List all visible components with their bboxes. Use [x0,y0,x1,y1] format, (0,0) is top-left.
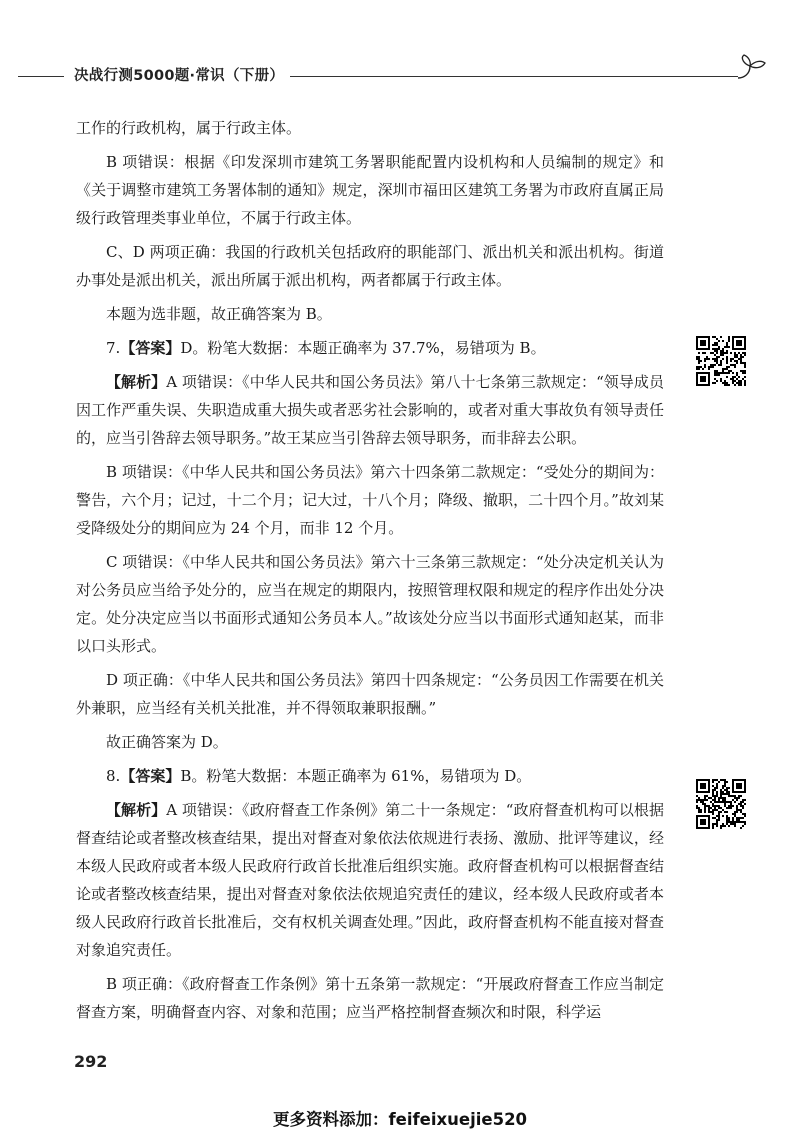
paragraph-text: C 项错误：《中华人民共和国公务员法》第六十三条第三款规定：“处分决定机关认为对公务员应当给予处分的，应当在规定的期限内，按照管理权限和规定的程序作出处分决定。处分决定应当以书面形式通知公务员本人。”故该处分应当以书面形式通知赵某，而非以口头形式。 [76,553,664,655]
paragraph [76,796,664,964]
footer-contact: 更多资料添加：feifeixuejie520 [272,1110,528,1129]
paragraph [76,970,664,1026]
paragraph [76,334,664,362]
paragraph [76,762,664,790]
paragraph [76,114,664,142]
header-rule-right [290,76,738,77]
section-label: 【解析】 [106,373,167,391]
paragraph [76,666,664,722]
qr-code-icon [692,776,750,832]
paragraph-text: 工作的行政机构，属于行政主体。 [76,119,302,137]
paragraph-text: 故正确答案为 D。 [106,733,228,751]
paragraph [76,458,664,542]
paragraph [76,368,664,452]
paragraph-text: B 项错误：《中华人民共和国公务员法》第六十四条第二款规定：“受处分的期间为：警告，六个月；记过，十二个月；记大过，十八个月；降级、撤职，二十四个月。”故刘某受降级处分的期间应为 24 个月，而非 12 个月。 [76,463,664,537]
question-number: 7. [106,339,121,357]
paragraph [76,548,664,660]
section-label: 【答案】 [120,339,181,357]
sprout-icon [730,52,770,84]
header-title: 决战行测5000题·常识（下册） [74,68,285,84]
paragraph [76,300,664,328]
page-number: 292 [74,1052,108,1071]
paragraph-text: A 项错误：《政府督查工作条例》第二十一条规定：“政府督查机构可以根据督查结论或者整改核查结果，提出对督查对象依法依规进行表扬、激励、批评等建议，经本级人民政府或者本级人民政府行政首长批准后组织实施。政府督查机构可以根据督查结论或者整改核查结果，提出对督查对象依法依规追究责任的建议，经本级人民政府或者本级人民政府行政首长批准后，交有权机关调查处理。”因此，政府督查机构不能直接对督查对象追究责任。 [76,801,664,959]
paragraph-text: B。粉笔大数据：本题正确率为 61%，易错项为 D。 [180,767,532,785]
question-number: 8. [106,767,121,785]
section-label: 【答案】 [120,767,181,785]
paragraph-text: B 项正确：《政府督查工作条例》第十五条第一款规定：“开展政府督查工作应当制定督查方案，明确督查内容、对象和范围；应当严格控制督查频次和时限，科学运 [76,975,664,1021]
paragraph-text: 本题为选非题，故正确答案为 B。 [106,305,332,323]
paragraph [76,728,664,756]
paragraph-text: B 项错误：根据《印发深圳市建筑工务署职能配置内设机构和人员编制的规定》和《关于调整市建筑工务署体制的通知》规定，深圳市福田区建筑工务署为市政府直属正局级行政管理类事业单位，不属于行政主体。 [76,153,664,227]
header-rule-left [18,76,64,77]
paragraph-text: D。粉笔大数据：本题正确率为 37.7%，易错项为 B。 [180,339,546,357]
section-label: 【解析】 [106,801,167,819]
paragraph-text: A 项错误：《中华人民共和国公务员法》第八十七条第三款规定：“领导成员因工作严重失误、失职造成重大损失或者恶劣社会影响的，或者对重大事故负有领导责任的，应当引咎辞去领导职务。”故王某应当引咎辞去领导职务，而非辞去公职。 [76,373,664,447]
paragraph-text: C、D 两项正确：我国的行政机关包括政府的职能部门、派出机关和派出机构。街道办事处是派出机关，派出所属于派出机构，两者都属于行政主体。 [76,243,664,289]
qr-code-icon [692,333,750,389]
paragraph [76,148,664,232]
paragraph-text: D 项正确：《中华人民共和国公务员法》第四十四条规定：“公务员因工作需要在机关外兼职，应当经有关机关批准，并不得领取兼职报酬。” [76,671,664,717]
answer-explanations [76,114,664,1032]
running-header [18,60,760,90]
paragraph [76,238,664,294]
